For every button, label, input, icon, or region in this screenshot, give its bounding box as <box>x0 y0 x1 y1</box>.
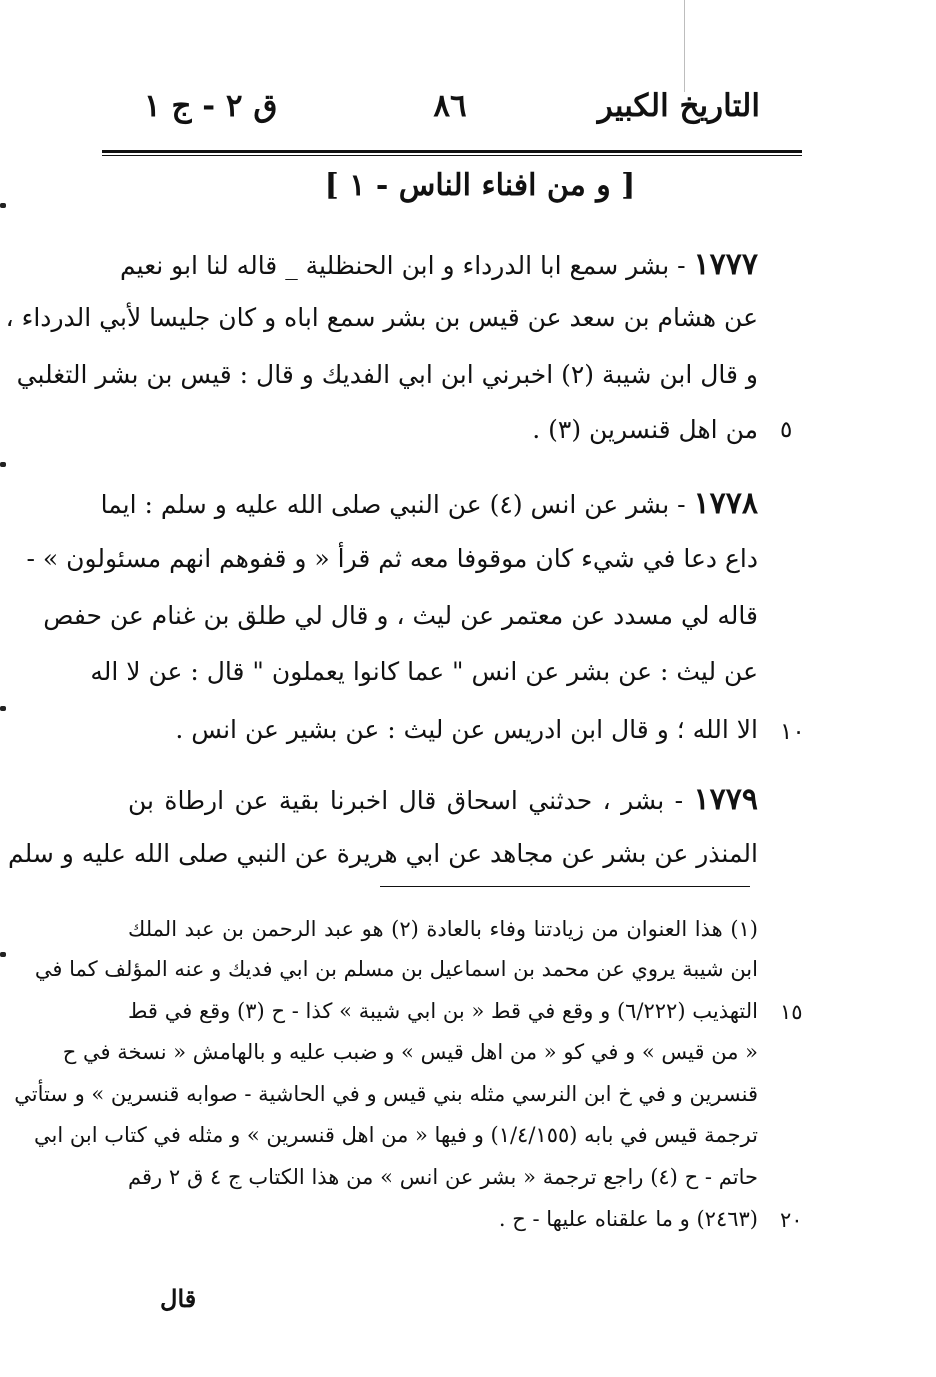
text-line: المنذر عن بشر عن مجاهد عن ابي هريرة عن النبي صلى الله عليه و سلم <box>7 839 758 868</box>
scan-edge-mark <box>0 462 6 467</box>
page-number: ٨٦ <box>433 88 467 124</box>
text-line: ١٧٧٨ - بشر عن انس (٤) عن النبي صلى الله عليه و سلم : ايما <box>100 486 758 521</box>
scan-edge-mark <box>0 952 6 957</box>
text-line: الا الله ؛ و قال ابن ادريس عن ليث : عن بشير عن انس . <box>175 715 758 744</box>
text-line: و قال ابن شيبة (٢) اخبرني ابن ابي الفديك و قال : قيس بن بشر التغلبي <box>16 360 758 389</box>
line-number: ٥ <box>780 417 793 443</box>
scan-edge-mark <box>0 203 6 208</box>
scan-edge-mark <box>0 706 6 711</box>
header-rule <box>102 155 802 156</box>
entry-number: ١٧٧٨ <box>693 486 758 521</box>
line-number: ١٥ <box>780 1000 803 1024</box>
line-number: ١٠ <box>780 719 805 745</box>
footnote-line: ابن شيبة يروي عن محمد بن اسماعيل بن مسلم بن ابي فديك و عنه المؤلف كما في <box>34 957 758 981</box>
section-title: [ و من افناء الناس - ١ ] <box>324 168 636 203</box>
text-line: داع دعا في شيء كان موقوفا معه ثم قرأ « و قفوهم انهم مسئولون » - <box>26 544 758 573</box>
text-line: ١٧٧٩ - بشر ، حدثني اسحاق قال اخبرنا بقية عن ارطاة بن <box>128 782 758 817</box>
entry-number: ١٧٧٩ <box>693 782 758 817</box>
header-rule <box>102 150 802 153</box>
footnote-line: قنسرين و في خ ابن النرسي مثله بني قيس و في الحاشية - صوابه قنسرين » و ستأتي <box>14 1082 758 1106</box>
book-title: التاريخ الكبير <box>597 88 760 124</box>
footnote-line: (٢٤٦٣) و ما علقناه عليها - ح . <box>498 1207 758 1231</box>
footnote-line: التهذيب (٦/٢٢٢) و وقع في قط « بن ابي شيبة » كذا - ح (٣) وقع في قط <box>128 999 759 1023</box>
text-line: قاله لي مسدد عن معتمر عن ليث ، و قال لي طلق بن غنام عن حفص <box>43 601 758 630</box>
text-line: عن ليث : عن بشر عن انس " عما كانوا يعملون " قال : عن لا اله <box>90 657 758 686</box>
volume-reference: ق ٢ - ج ١ <box>144 88 278 124</box>
line-number: ٢٠ <box>780 1208 803 1232</box>
footnote-line: ترجمة قيس في بابه (١/٤/١٥٥) و فيها « من اهل قنسرين » و مثله في كتاب ابن ابي <box>34 1123 758 1147</box>
footnote-rule <box>380 886 750 887</box>
text-line: عن هشام بن سعد عن قيس بن بشر سمع اباه و كان جليسا لأبي الدرداء ، <box>5 303 758 332</box>
footnote-line: حاتم - ح (٤) راجع ترجمة « بشر عن انس » من هذا الكتاب ج ٤ ق ٢ رقم <box>128 1165 758 1189</box>
scan-artifact-line <box>684 0 685 92</box>
catchword: قال <box>160 1284 197 1313</box>
footnote-line: (١) هذا العنوان من زيادتنا وفاء بالعادة (٢) هو عبد الرحمن بن عبد الملك <box>128 917 758 941</box>
running-header <box>130 88 760 138</box>
text-line: ١٧٧٧ - بشر سمع ابا الدرداء و ابن الحنظلية _ قاله لنا ابو نعيم <box>120 247 758 282</box>
footnote-line: « من قيس » و في كو « من اهل قيس » و ضبب عليه و بالهامش « نسخة في ح <box>62 1040 758 1064</box>
text-line: من اهل قنسرين (٣) . <box>532 415 758 444</box>
entry-number: ١٧٧٧ <box>693 247 758 282</box>
